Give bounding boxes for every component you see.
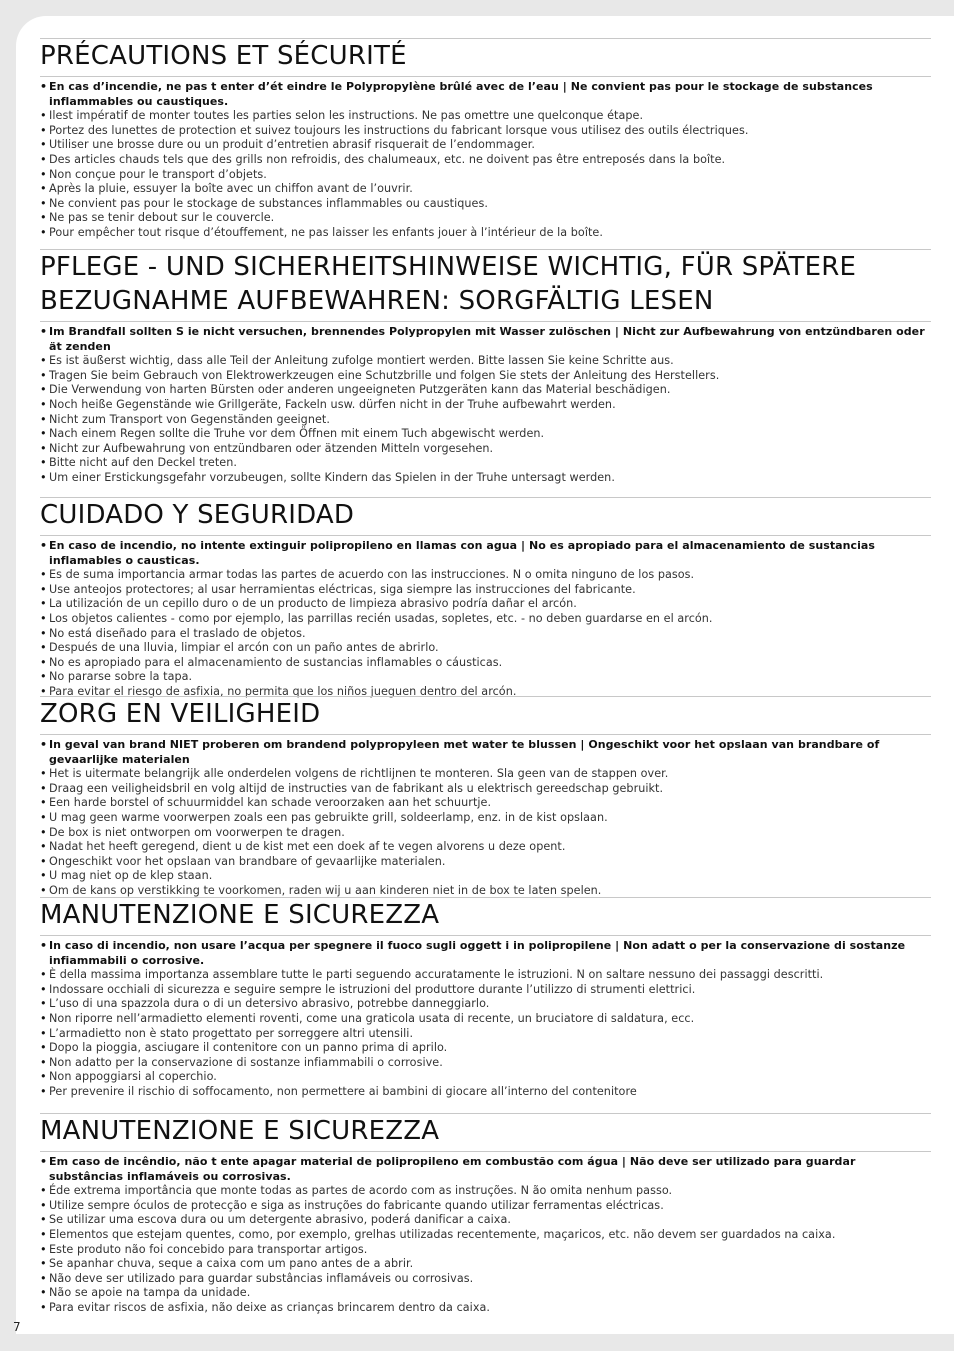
list-item: • L’uso di una spazzola dura o di un detersivo abrasivo, potrebbe danneggiarlo. — [40, 997, 931, 1012]
list-item: • De box is niet ontworpen om voorwerpen te dragen. — [40, 826, 931, 841]
list-item: • Noch heiße Gegenstände wie Grillgeräte, Fackeln usw. dürfen nicht in der Truhe aufbewahrt werden. — [40, 398, 931, 413]
list-item: • Para evitar riscos de asfixia, não deixe as crianças brincarem dentro da caixa. — [40, 1301, 931, 1316]
list-item: • Après la pluie, essuyer la boîte avec un chiffon avant de l’ouvrir. — [40, 182, 931, 197]
list-item: • Es de suma importancia armar todas las partes de acuerdo con las instrucciones. N o omita ninguno de los pasos. — [40, 568, 931, 583]
list-item: • Tragen Sie beim Gebrauch von Elektrowerkzeugen eine Schutzbrille und folgen Sie stets der Anleitung des Herstellers. — [40, 369, 931, 384]
list-item: • L’armadietto non è stato progettato per sorreggere altri utensili. — [40, 1027, 931, 1042]
list-item: • Nadat het heeft geregend, dient u de kist met een doek af te vegen alvorens u deze opent. — [40, 840, 931, 855]
section-it — [40, 897, 931, 1100]
list-item: • Utilize sempre óculos de protecção e siga as instruções do fabricante quando utilizar ferramentas eléctricas. — [40, 1199, 931, 1214]
list-item: • Nicht zum Transport von Gegenständen geeignet. — [40, 413, 931, 428]
safety-list — [40, 735, 931, 899]
list-item: • Se utilizar uma escova dura ou um detergente abrasivo, poderá danificar a caixa. — [40, 1213, 931, 1228]
list-item: • Use anteojos protectores; al usar herramientas eléctricas, siga siempre las instrucciones del fabricante. — [40, 583, 931, 598]
list-item: • Este produto não foi concebido para transportar artigos. — [40, 1243, 931, 1258]
safety-list — [40, 536, 931, 700]
list-item: • Des articles chauds tels que des grills non refroidis, des chalumeaux, etc. ne doivent pas être entreposés dans la boîte. — [40, 153, 931, 168]
list-item: • Non adatto per la conservazione di sostanze infiammabili o corrosive. — [40, 1056, 931, 1071]
list-item: • Per prevenire il rischio di soffocamento, non permettere ai bambini di giocare all’interno del contenitore — [40, 1085, 931, 1100]
list-item: • In caso di incendio, non usare l’acqua per spegnere il fuoco sugli oggett i in polipropilene | Non adatt o per la conservazione di sostanze infiammabili o corrosive. — [40, 939, 931, 968]
list-item: • Dopo la pioggia, asciugare il contenitore con un panno prima di aprilo. — [40, 1041, 931, 1056]
section-title: PRÉCAUTIONS ET SÉCURITÉ — [40, 38, 931, 77]
list-item: • Die Verwendung von harten Bürsten oder anderen ungeeigneten Putzgeräten kann das Material beschädigen. — [40, 383, 931, 398]
list-item: • Em caso de incêndio, não t ente apagar material de polipropileno em combustão com água | Não deve ser utilizado para guardar substâncias inflamáveis ou corrosivas. — [40, 1155, 931, 1184]
list-item: • Los objetos calientes - como por ejemplo, las parrillas recién usadas, sopletes, etc. - no deben guardarse en el arcón. — [40, 612, 931, 627]
list-item: • È della massima importanza assemblare tutte le parti seguendo accuratamente le istruzioni. N on saltare nessuno dei passaggi descritti. — [40, 968, 931, 983]
list-item: • In geval van brand NIET proberen om brandend polypropyleen met water te blussen | Ongeschikt voor het opslaan van brandbare of gevaarlijke materialen — [40, 738, 931, 767]
list-item: • No está diseñado para el traslado de objetos. — [40, 627, 931, 642]
list-item: • Non riporre nell’armadietto elementi roventi, come una graticola usata di recente, un bruciatore di saldatura, ecc. — [40, 1012, 931, 1027]
safety-list — [40, 322, 931, 486]
list-item: • Elementos que estejam quentes, como, por exemplo, grelhas utilizadas recentemente, maçaricos, etc. não devem ser guardados na caixa. — [40, 1228, 931, 1243]
section-es — [40, 497, 931, 700]
list-item: • Om de kans op verstikking te voorkomen, raden wij u aan kinderen niet in de box te laten spelen. — [40, 884, 931, 899]
list-item: • Nicht zur Aufbewahrung von entzündbaren oder ätzenden Mitteln vorgesehen. — [40, 442, 931, 457]
list-item: • Pour empêcher tout risque d’étouffement, ne pas laisser les enfants jouer à l’intérieur de la boîte. — [40, 226, 931, 241]
list-item: • En cas d’incendie, ne pas t enter d’ét eindre le Polypropylène brûlé avec de l’eau | Ne convient pas pour le stockage de substances inflammables ou caustiques. — [40, 80, 931, 109]
list-item: • Se apanhar chuva, seque a caixa com um pano antes de a abrir. — [40, 1257, 931, 1272]
list-item: • Después de una lluvia, limpiar el arcón con un paño antes de abrirlo. — [40, 641, 931, 656]
section-fr — [40, 38, 931, 241]
list-item: • Indossare occhiali di sicurezza e seguire sempre le istruzioni del produttore durante l’utilizzo di strumenti elettrici. — [40, 983, 931, 998]
list-item: • Es ist äußerst wichtig, dass alle Teil der Anleitung zufolge montiert werden. Bitte lassen Sie keine Schritte aus. — [40, 354, 931, 369]
list-item: • Portez des lunettes de protection et suivez toujours les instructions du fabricant lorsque vous utilisez des outils électriques. — [40, 124, 931, 139]
list-item: • En caso de incendio, no intente extinguir polipropileno en llamas con agua | No es apropiado para el almacenamiento de sustancias inflamables o causticas. — [40, 539, 931, 568]
list-item: • Nach einem Regen sollte die Truhe vor dem Öffnen mit einem Tuch abgewischt werden. — [40, 427, 931, 442]
list-item: • Im Brandfall sollten S ie nicht versuchen, brennendes Polypropylen mit Wasser zulöschen | Nicht zur Aufbewahrung von entzündbaren oder ät zenden — [40, 325, 931, 354]
safety-list — [40, 1152, 931, 1316]
list-item: • U mag niet op de klep staan. — [40, 869, 931, 884]
safety-list — [40, 77, 931, 241]
section-title: CUIDADO Y SEGURIDAD — [40, 497, 931, 536]
list-item: • Para evitar el riesgo de asfixia, no permita que los niños jueguen dentro del arcón. — [40, 685, 931, 700]
list-item: • Não se apoie na tampa da unidade. — [40, 1286, 931, 1301]
section-title: ZORG EN VEILIGHEID — [40, 696, 931, 735]
list-item: • No pararse sobre la tapa. — [40, 670, 931, 685]
list-item: • Éde extrema importância que monte todas as partes de acordo com as instruções. N ão omita nenhum passo. — [40, 1184, 931, 1199]
list-item: • Ne convient pas pour le stockage de substances inflammables ou caustiques. — [40, 197, 931, 212]
list-item: • Não deve ser utilizado para guardar substâncias inflamáveis ou corrosivas. — [40, 1272, 931, 1287]
manual-page — [16, 16, 954, 1334]
section-title: MANUTENZIONE E SICUREZZA — [40, 897, 931, 936]
list-item: • Ilest impératif de monter toutes les parties selon les instructions. Ne pas omettre une quelconque étape. — [40, 109, 931, 124]
page-number: 7 — [13, 1320, 21, 1334]
list-item: • La utilización de un cepillo duro o de un producto de limpieza abrasivo podría dañar el arcón. — [40, 597, 931, 612]
section-de — [40, 249, 931, 486]
list-item: • Het is uitermate belangrijk alle onderdelen volgens de richtlijnen te monteren. Sla geen van de stappen over. — [40, 767, 931, 782]
list-item: • Een harde borstel of schuurmiddel kan schade veroorzaken aan het schuurtje. — [40, 796, 931, 811]
section-title: PFLEGE - UND SICHERHEITSHINWEISE WICHTIG, FÜR SPÄTERE BEZUGNAHME AUFBEWAHREN: SORGFÄLTIG LESEN — [40, 249, 931, 322]
list-item: • No es apropiado para el almacenamiento de sustancias inflamables o cáusticas. — [40, 656, 931, 671]
list-item: • Ongeschikt voor het opslaan van brandbare of gevaarlijke materialen. — [40, 855, 931, 870]
list-item: • Draag een veiligheidsbril en volg altijd de instructies van de fabrikant als u elektrisch gereedschap gebruikt. — [40, 782, 931, 797]
section-title: MANUTENZIONE E SICUREZZA — [40, 1113, 931, 1152]
list-item: • Bitte nicht auf den Deckel treten. — [40, 456, 931, 471]
list-item: • Non conçue pour le transport d’objets. — [40, 168, 931, 183]
section-nl — [40, 696, 931, 899]
safety-list — [40, 936, 931, 1100]
list-item: • Um einer Erstickungsgefahr vorzubeugen, sollte Kindern das Spielen in der Truhe untersagt werden. — [40, 471, 931, 486]
list-item: • Non appoggiarsi al coperchio. — [40, 1070, 931, 1085]
section-pt — [40, 1113, 931, 1316]
list-item: • U mag geen warme voorwerpen zoals een pas gebruikte grill, soldeerlamp, enz. in de kist opslaan. — [40, 811, 931, 826]
list-item: • Utiliser une brosse dure ou un produit d’entretien abrasif risquerait de l’endommager. — [40, 138, 931, 153]
list-item: • Ne pas se tenir debout sur le couvercle. — [40, 211, 931, 226]
